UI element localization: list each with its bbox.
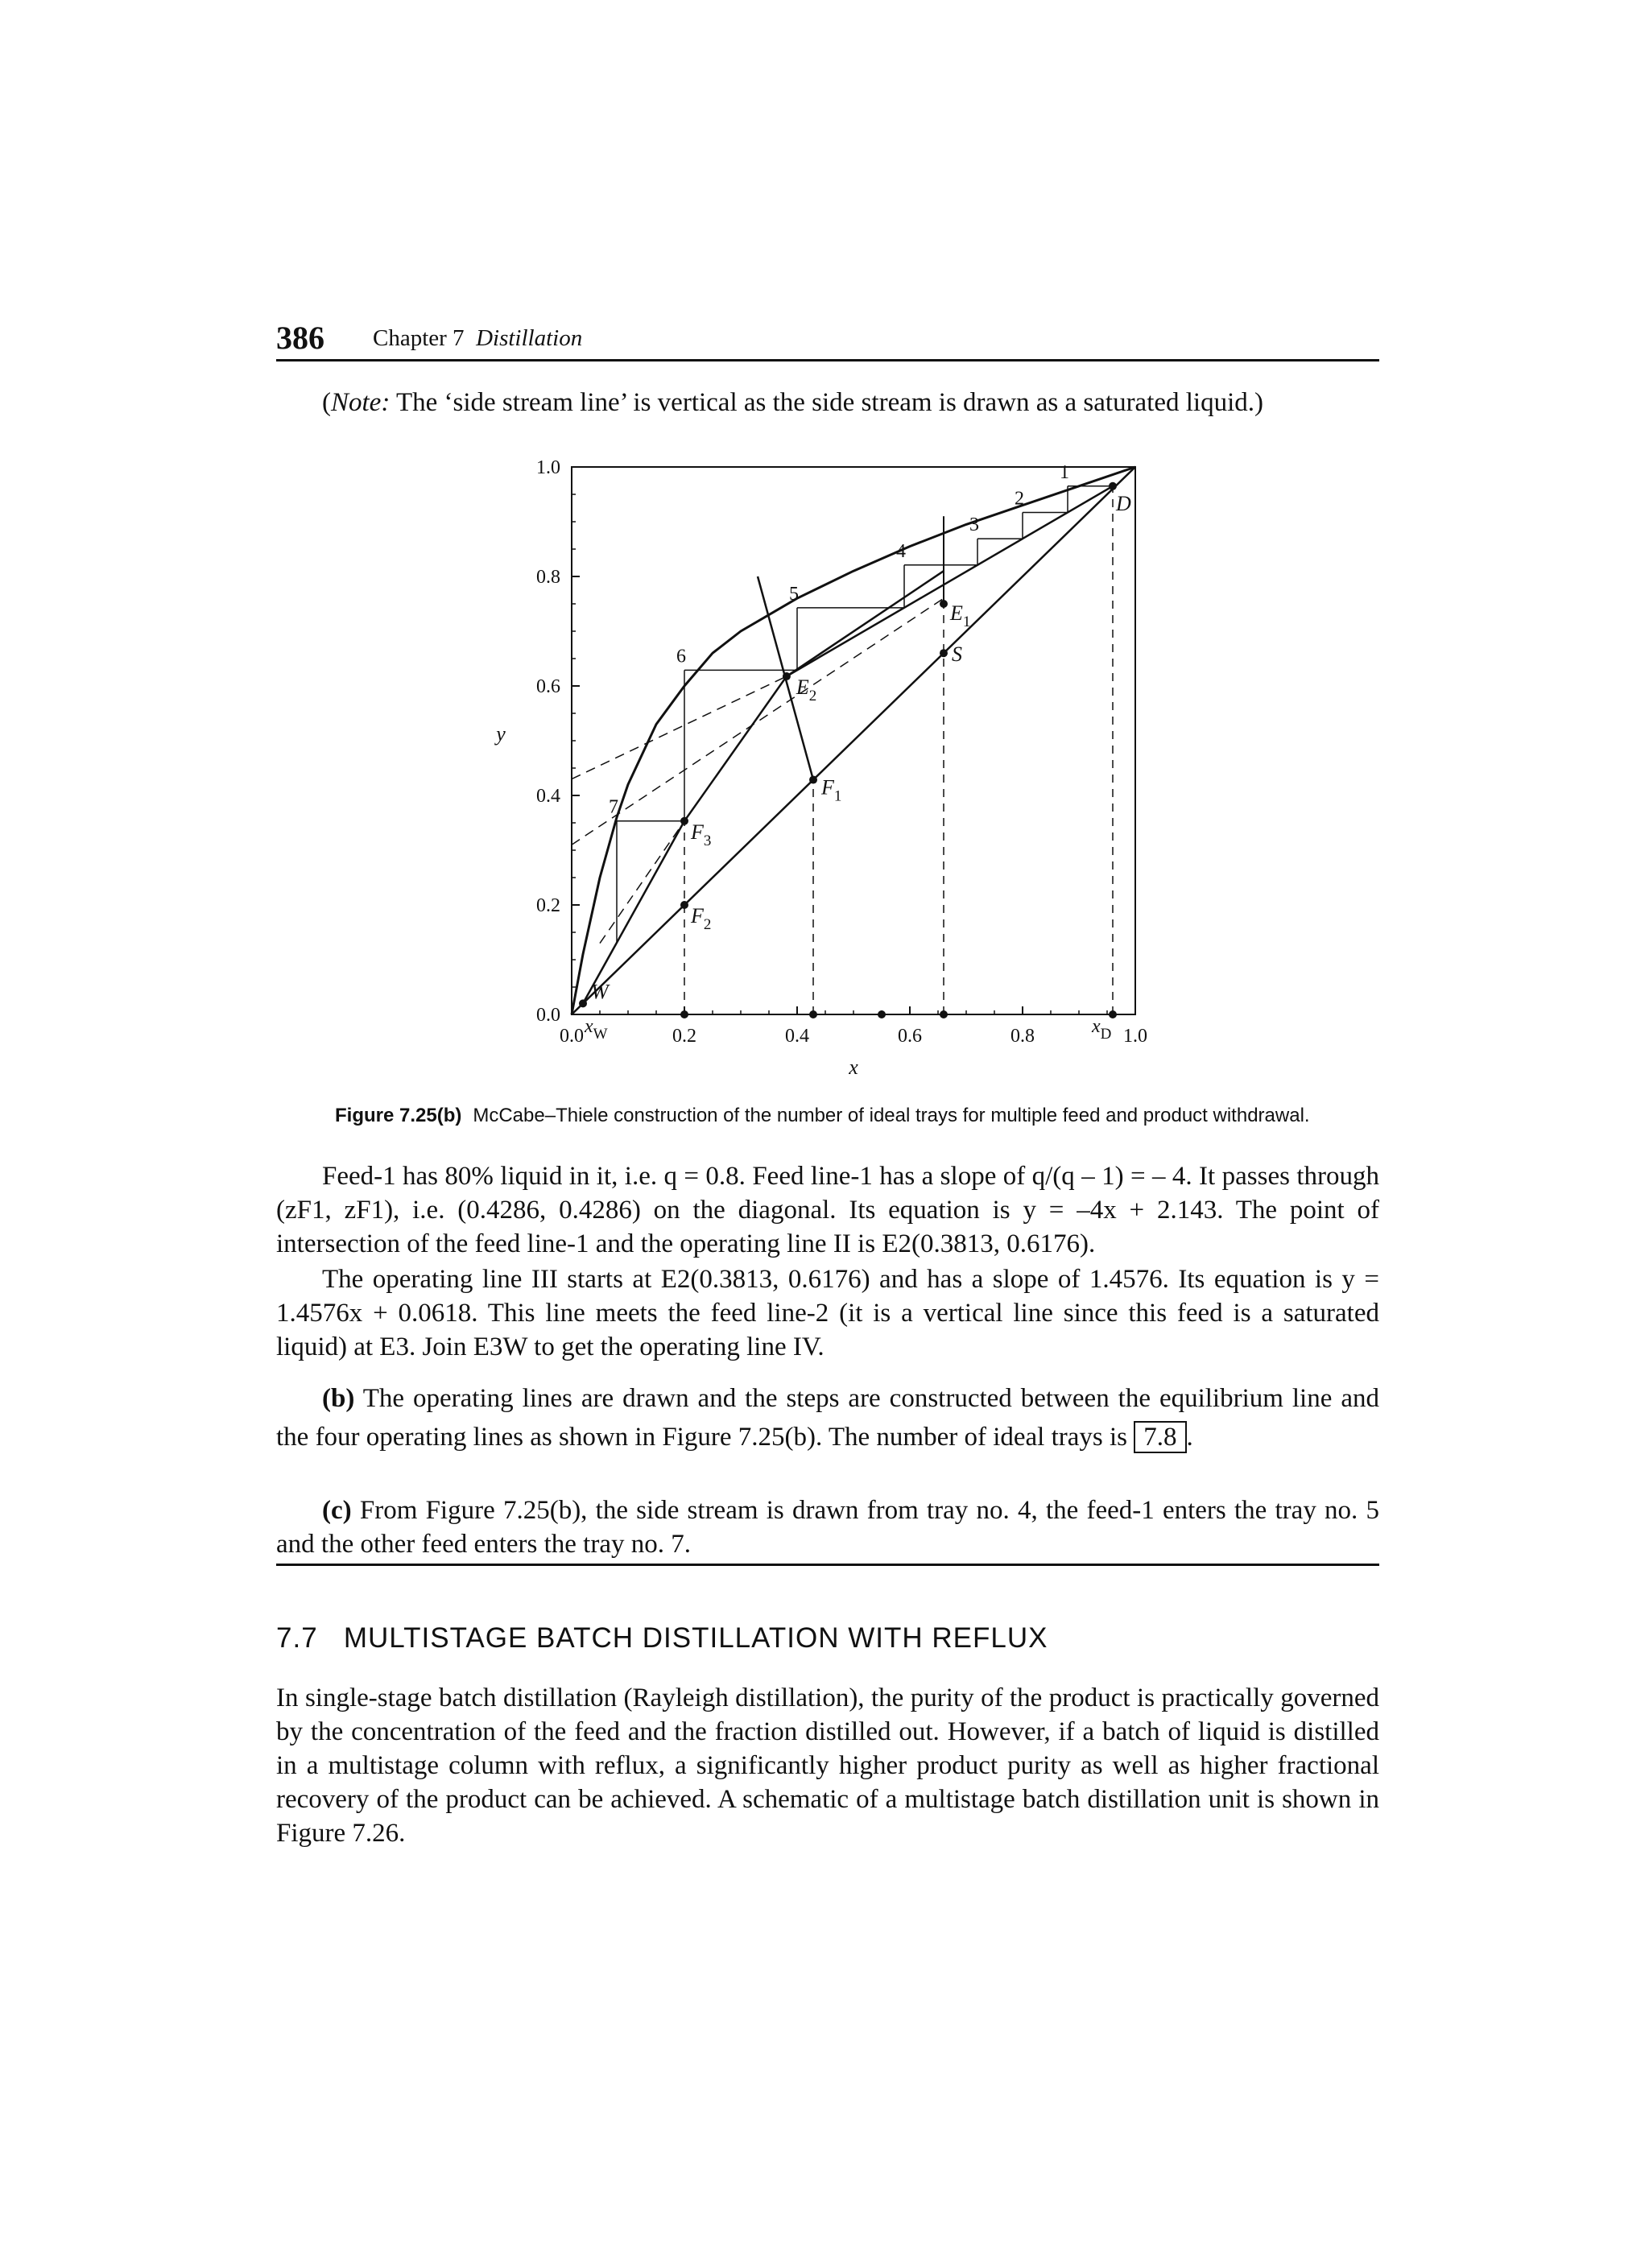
y-tick-label: 0.8: [536, 567, 560, 588]
stage-label-4: 4: [896, 540, 906, 562]
note-open-paren: (: [322, 388, 331, 417]
part-b-end: .: [1186, 1423, 1193, 1452]
x-axis-marker: [878, 1010, 886, 1018]
point-W: [579, 999, 587, 1007]
y-tick-label: 0.2: [536, 895, 560, 916]
x-tick-label: 1.0: [1123, 1026, 1147, 1047]
x-tick-label: 0.6: [898, 1026, 922, 1047]
chapter-number: Chapter 7: [373, 325, 465, 351]
x-axis-marker: [680, 1010, 688, 1018]
mccabe-thiele-chart: [483, 451, 1208, 1095]
y-tick-label: 0.4: [536, 786, 560, 807]
note-prefix: Note:: [331, 388, 391, 417]
x-tick-label: 0.0: [560, 1026, 584, 1047]
x-axis-marker: [1109, 1010, 1117, 1018]
label-F2: $F_2$: [691, 904, 712, 933]
running-head: [276, 319, 1379, 361]
caption-text: McCabe–Thiele construction of the number of ideal trays for multiple feed and product withdrawal.: [473, 1105, 1310, 1126]
plot-area: [494, 457, 1147, 1079]
label-xD: $x_D$: [1092, 1016, 1112, 1043]
part-c-text: From Figure 7.25(b), the side stream is drawn from tray no. 4, the feed-1 enters the tray no. 5 and the other feed enters the tray no. 7.: [276, 1496, 1379, 1559]
y-tick-label: 0.0: [536, 1005, 560, 1026]
note-text: The ‘side stream line’ is vertical as the side stream is drawn as a saturated liquid.): [390, 388, 1264, 417]
label-E2: $E_2$: [796, 675, 817, 705]
point-F1: [809, 776, 817, 784]
page-number: 386: [276, 320, 324, 356]
point-E2: [783, 672, 791, 680]
label-xW: $x_W$: [585, 1016, 608, 1043]
caption-label: Figure 7.25(b): [335, 1105, 462, 1126]
paragraph-operating-line: The operating line III starts at E2(0.3813, 0.6176) and has a slope of 1.4576. Its equation is y = 1.4576x + 0.0618. This line meets the feed line-2 (it is a vertical line since this feed is a saturated liquid) at E3. Join E3W to get the operating line IV.: [276, 1265, 1379, 1361]
figure-caption: [335, 1105, 1310, 1127]
point-S: [940, 649, 948, 657]
stage-label-6: 6: [676, 646, 686, 667]
dashed-construction-line: [572, 598, 944, 845]
y-tick-label: 1.0: [536, 457, 560, 478]
label-S: S: [952, 642, 962, 667]
stage-label-3: 3: [969, 514, 979, 536]
stage-label-1: 1: [1060, 461, 1069, 483]
dashed-construction-line: [600, 821, 684, 944]
section-number: 7.7: [276, 1622, 318, 1654]
paragraph-feed-line: Feed-1 has 80% liquid in it, i.e. q = 0.8. Feed line-1 has a slope of q/(q – 1) = – 4. It passes through (zF1, zF1), i.e. (0.4286, 0.4286) on the diagonal. Its equation is y = –4x + 2.143. The point of intersection of the feed line-1 and the operating line II is E2(0.3813, 0.6176).: [276, 1162, 1379, 1258]
section-heading: [276, 1622, 1048, 1655]
point-F3: [680, 817, 688, 825]
stage-label-5: 5: [789, 583, 799, 605]
point-F2: [680, 901, 688, 909]
operating-line: [583, 821, 684, 1004]
x-tick-label: 0.2: [672, 1026, 696, 1047]
label-F3: $F_3$: [691, 820, 712, 849]
x-axis-label: x: [849, 1056, 858, 1079]
label-E1: $E_1$: [950, 601, 971, 630]
x-axis-marker: [940, 1010, 948, 1018]
label-D: D: [1116, 491, 1131, 515]
paragraph-b: [276, 1379, 1379, 1456]
section-title: MULTISTAGE BATCH DISTILLATION WITH REFLUX: [343, 1622, 1048, 1654]
stage-label-7: 7: [609, 796, 618, 818]
chapter-title: Distillation: [476, 325, 583, 351]
paragraph-c: [276, 1493, 1379, 1561]
chapter-label: [373, 325, 582, 352]
part-b-label: (b): [322, 1384, 355, 1413]
label-W: W: [591, 980, 609, 1004]
answer-box: 7.8: [1134, 1421, 1186, 1453]
operating-line: [572, 467, 1135, 1014]
part-c-label: (c): [322, 1496, 352, 1525]
operating-line: [787, 571, 944, 676]
y-tick-label: 0.6: [536, 676, 560, 697]
operating-line: [684, 676, 787, 821]
x-tick-label: 0.4: [785, 1026, 809, 1047]
figure-note: [322, 388, 1263, 418]
section-divider: [276, 1564, 1379, 1566]
paragraph-batch-distillation: In single-stage batch distillation (Rayleigh distillation), the purity of the product is practically governed by the concentration of the feed and the fraction distilled out. However, if a batch of liquid is distilled in a multistage column with reflux, a significantly higher product purity as well as higher fractional recovery of the product can be achieved. A schematic of a multistage batch distillation unit is shown in Figure 7.26.: [276, 1683, 1379, 1848]
stage-label-2: 2: [1015, 488, 1024, 510]
y-axis-label: y: [496, 722, 506, 746]
point-D: [1109, 482, 1117, 490]
part-b-text: The operating lines are drawn and the steps are constructed between the equilibrium line and the four operating lines as shown in Figure 7.25(b). The number of ideal trays is: [276, 1384, 1379, 1452]
x-axis-marker: [809, 1010, 817, 1018]
point-E1: [940, 600, 948, 608]
x-tick-label: 0.8: [1010, 1026, 1035, 1047]
label-F1: $F_1$: [821, 775, 842, 805]
